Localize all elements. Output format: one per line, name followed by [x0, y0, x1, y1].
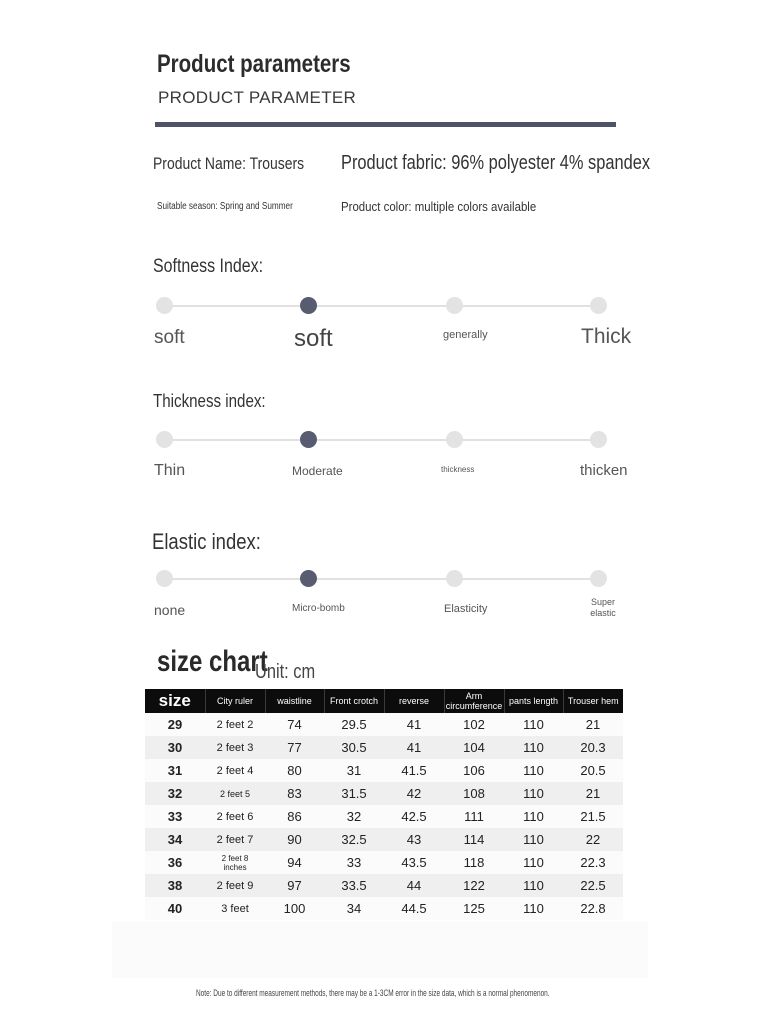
cell-reverse: 41 — [384, 736, 444, 759]
cell-reverse: 41 — [384, 713, 444, 736]
cell-trouser-hem: 20.3 — [563, 736, 623, 759]
cell-front-crotch: 33 — [324, 851, 384, 874]
table-row — [145, 782, 623, 805]
cell-trouser-hem: 20.5 — [563, 759, 623, 782]
cell-arm-circumference: 108 — [444, 782, 504, 805]
cell-size: 30 — [145, 736, 205, 759]
table-bottom-fade — [112, 922, 648, 978]
cell-front-crotch: 30.5 — [324, 736, 384, 759]
cell-front-crotch: 29.5 — [324, 713, 384, 736]
col-header-reverse: reverse — [384, 689, 444, 713]
cell-reverse: 42 — [384, 782, 444, 805]
softness-label: soft — [154, 327, 185, 348]
cell-pants-length: 110 — [504, 713, 563, 736]
table-row — [145, 736, 623, 759]
page-subtitle: PRODUCT PARAMETER — [158, 88, 357, 107]
cell-pants-length: 110 — [504, 897, 563, 920]
cell-size: 29 — [145, 713, 205, 736]
softness-dot-selected — [300, 297, 317, 314]
size-chart-unit: Unit: cm — [255, 661, 316, 683]
cell-waistline: 80 — [265, 759, 324, 782]
thickness-label: Thin — [154, 462, 186, 479]
cell-city-ruler: 2 feet 4 — [205, 759, 265, 782]
cell-front-crotch: 31.5 — [324, 782, 384, 805]
cell-trouser-hem: 22 — [563, 828, 623, 851]
table-row — [145, 851, 623, 874]
col-header-pants-length: pants length — [504, 689, 563, 713]
softness-dot — [590, 297, 607, 314]
softness-label: generally — [443, 329, 488, 341]
cell-pants-length: 110 — [504, 828, 563, 851]
col-header-arm-circumference: Arm circumference — [445, 691, 503, 711]
table-row — [145, 805, 623, 828]
cell-reverse: 43 — [384, 828, 444, 851]
cell-front-crotch: 33.5 — [324, 874, 384, 897]
header-divider — [155, 122, 616, 127]
cell-reverse: 42.5 — [384, 805, 444, 828]
softness-dot — [446, 297, 463, 314]
elastic-dot — [156, 570, 173, 587]
cell-waistline: 86 — [265, 805, 324, 828]
cell-pants-length: 110 — [504, 851, 563, 874]
col-header-waistline: waistline — [265, 689, 324, 713]
cell-city-ruler: 3 feet — [205, 897, 265, 920]
cell-reverse: 41.5 — [384, 759, 444, 782]
cell-reverse: 44.5 — [384, 897, 444, 920]
cell-pants-length: 110 — [504, 759, 563, 782]
cell-front-crotch: 31 — [324, 759, 384, 782]
cell-city-ruler: 2 feet 3 — [205, 736, 265, 759]
cell-arm-circumference: 125 — [444, 897, 504, 920]
thickness-track — [165, 439, 599, 441]
cell-size: 31 — [145, 759, 205, 782]
softness-title: Softness Index: — [153, 256, 264, 277]
elastic-label: Elasticity — [444, 603, 488, 615]
elastic-dot — [590, 570, 607, 587]
product-fabric: Product fabric: 96% polyester 4% spandex — [341, 152, 651, 174]
cell-city-ruler: 2 feet 5 — [205, 782, 265, 805]
cell-trouser-hem: 21 — [563, 782, 623, 805]
measurement-note: Note: Due to different measurement methods, there may be a 1-3CM error in the size data, which is a normal phenomenon. — [196, 988, 550, 998]
cell-pants-length: 110 — [504, 782, 563, 805]
thickness-dot — [446, 431, 463, 448]
page-title: Product parameters — [157, 50, 351, 78]
col-header-size: size — [145, 689, 205, 713]
elastic-dot-selected — [300, 570, 317, 587]
softness-label-selected: soft — [294, 325, 333, 352]
thickness-label-selected: Moderate — [292, 464, 343, 478]
col-header-front-crotch: Front crotch — [324, 689, 384, 713]
thickness-dot-selected — [300, 431, 317, 448]
table-row — [145, 874, 623, 897]
cell-front-crotch: 32 — [324, 805, 384, 828]
softness-label: Thick — [581, 325, 632, 348]
cell-arm-circumference: 104 — [444, 736, 504, 759]
table-row — [145, 713, 623, 736]
cell-arm-circumference: 111 — [444, 805, 504, 828]
cell-front-crotch: 32.5 — [324, 828, 384, 851]
cell-reverse: 43.5 — [384, 851, 444, 874]
cell-pants-length: 110 — [504, 874, 563, 897]
table-header-row — [145, 689, 623, 713]
cell-size: 34 — [145, 828, 205, 851]
table-row — [145, 897, 623, 920]
product-name: Product Name: Trousers — [153, 154, 305, 173]
thickness-dot — [156, 431, 173, 448]
elastic-title: Elastic index: — [152, 529, 261, 554]
cell-trouser-hem: 21 — [563, 713, 623, 736]
cell-waistline: 83 — [265, 782, 324, 805]
cell-trouser-hem: 22.8 — [563, 897, 623, 920]
col-header-trouser-hem: Trouser hem — [563, 689, 623, 713]
cell-city-ruler: 2 feet 8 inches — [205, 851, 265, 874]
product-color: Product color: multiple colors available — [341, 199, 537, 214]
softness-dot — [156, 297, 173, 314]
cell-city-ruler: 2 feet 7 — [205, 828, 265, 851]
table-row — [145, 759, 623, 782]
thickness-title: Thickness index: — [153, 391, 266, 411]
cell-waistline: 74 — [265, 713, 324, 736]
cell-trouser-hem: 22.5 — [563, 874, 623, 897]
cell-arm-circumference: 102 — [444, 713, 504, 736]
cell-front-crotch: 34 — [324, 897, 384, 920]
thickness-label: thickness — [441, 465, 475, 474]
cell-size: 40 — [145, 897, 205, 920]
cell-waistline: 100 — [265, 897, 324, 920]
cell-pants-length: 110 — [504, 736, 563, 759]
cell-city-ruler: 2 feet 2 — [205, 713, 265, 736]
cell-pants-length: 110 — [504, 805, 563, 828]
cell-arm-circumference: 122 — [444, 874, 504, 897]
cell-city-ruler: 2 feet 6 — [205, 805, 265, 828]
cell-waistline: 77 — [265, 736, 324, 759]
thickness-dot — [590, 431, 607, 448]
size-table — [145, 689, 623, 920]
cell-size: 33 — [145, 805, 205, 828]
elastic-label-selected: Micro-bomb — [292, 603, 345, 614]
thickness-label: thicken — [580, 462, 628, 479]
elastic-label: none — [154, 602, 186, 618]
col-header-city-ruler: City ruler — [205, 689, 265, 713]
cell-size: 36 — [145, 851, 205, 874]
cell-arm-circumference: 106 — [444, 759, 504, 782]
size-chart-title: size chart — [157, 645, 268, 678]
cell-size: 38 — [145, 874, 205, 897]
cell-size: 32 — [145, 782, 205, 805]
cell-city-ruler: 2 feet 9 — [205, 874, 265, 897]
cell-waistline: 90 — [265, 828, 324, 851]
product-season: Suitable season: Spring and Summer — [157, 201, 293, 212]
cell-waistline: 97 — [265, 874, 324, 897]
table-row — [145, 828, 623, 851]
elastic-track — [165, 578, 599, 580]
cell-waistline: 94 — [265, 851, 324, 874]
cell-trouser-hem: 21.5 — [563, 805, 623, 828]
cell-arm-circumference: 114 — [444, 828, 504, 851]
elastic-label: Super elastic — [590, 597, 616, 618]
cell-arm-circumference: 118 — [444, 851, 504, 874]
cell-reverse: 44 — [384, 874, 444, 897]
elastic-dot — [446, 570, 463, 587]
cell-trouser-hem: 22.3 — [563, 851, 623, 874]
softness-track — [165, 305, 599, 307]
